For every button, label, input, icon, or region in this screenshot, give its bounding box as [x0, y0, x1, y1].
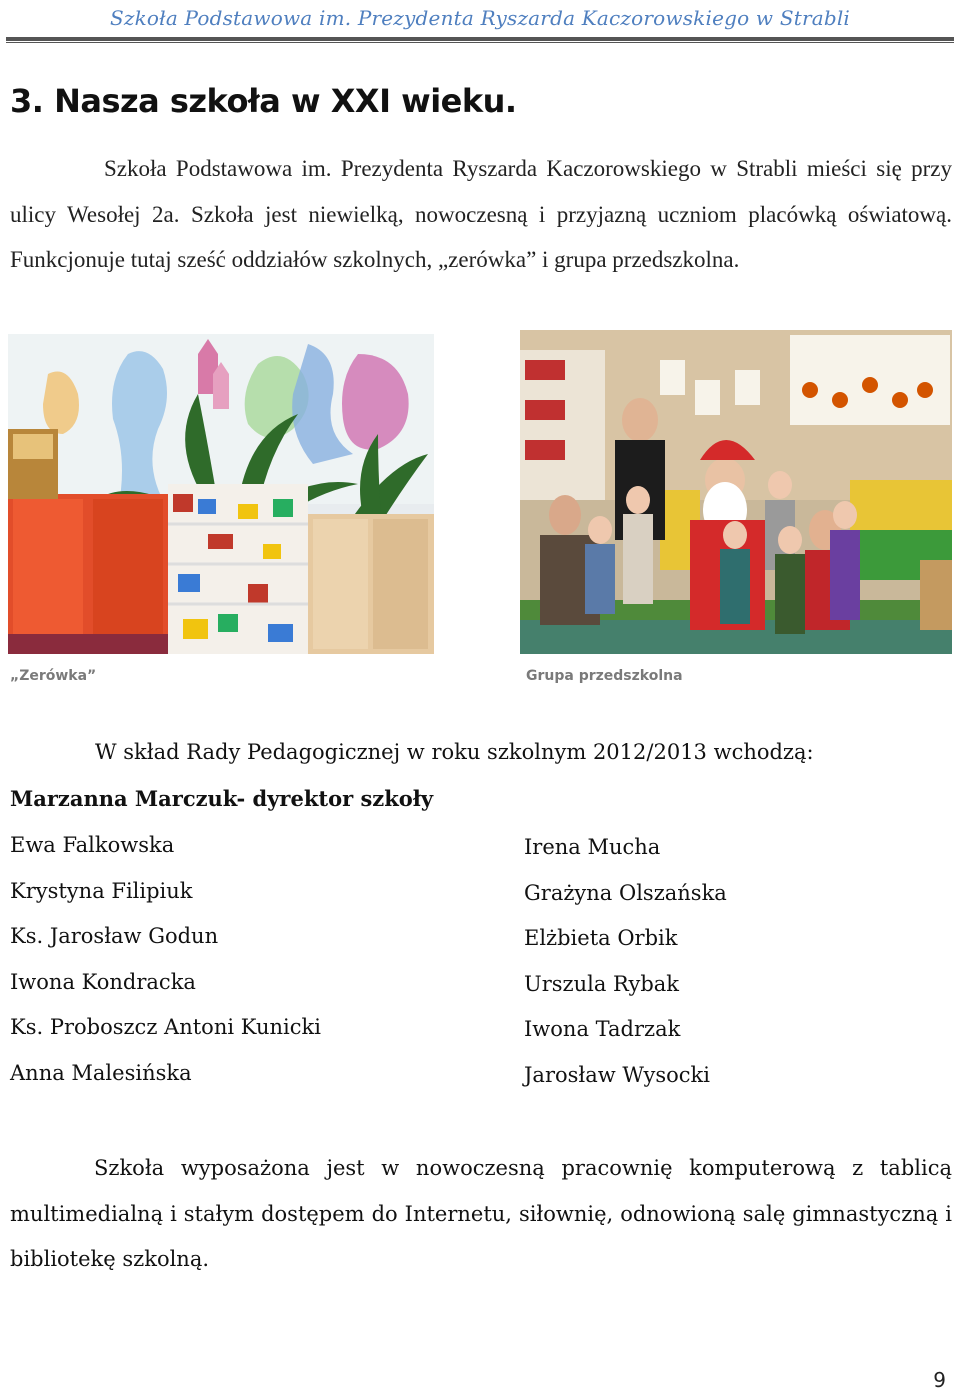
equipment-paragraph: Szkoła wyposażona jest w nowoczesną pracownię komputerową z tablicą multimedialną i stałym dostępem do Internetu, siłownię, odnowioną salę gimnastyczną i bibliotekę szkolną. [10, 1156, 952, 1271]
council-member: Iwona Tadrzak [524, 1017, 681, 1041]
header-rule [6, 37, 954, 41]
intro-paragraph: Szkoła Podstawowa im. Prezydenta Ryszarda Kaczorowskiego w Strabli mieści się przy ulicy Wesołej 2a. Szkoła jest niewielką, nowoczesną i przyjazną uczniom placówką oświatową. Funkcjonuje tutaj sześć oddziałów szkolnych, „zerówka” i grupa przedszkolna. [10, 156, 952, 272]
photo-zerowka-image [8, 334, 434, 654]
header-rule-thin [6, 42, 954, 43]
council-member: Ks. Proboszcz Antoni Kunicki [10, 1015, 321, 1039]
council-member: Anna Malesińska [10, 1060, 192, 1085]
council-member: Irena Mucha [524, 835, 661, 859]
page-header [0, 0, 960, 42]
council-member: Iwona Kondracka [10, 969, 196, 994]
page-number: 9 [933, 1368, 946, 1392]
photo-grupa-image [520, 330, 952, 654]
council-member: Krystyna Filipiuk [10, 878, 193, 903]
council-member: Ewa Falkowska [10, 833, 175, 857]
section-heading: 3. Nasza szkoła w XXI wieku. [10, 82, 517, 120]
photo-grupa-przedszkolna [520, 330, 952, 654]
council-member: Elżbieta Orbik [524, 926, 678, 950]
council-left-column [10, 830, 321, 1103]
council-member: Grażyna Olszańska [524, 880, 727, 905]
council-member: Urszula Rybak [524, 971, 680, 996]
council-member: Jarosław Wysocki [524, 1062, 710, 1087]
council-director: Marzanna Marczuk- dyrektor szkoły [10, 786, 434, 811]
council-right-column [524, 832, 727, 1105]
caption-zerowka: „Zerówka” [10, 668, 97, 684]
council-member: Ks. Jarosław Godun [10, 924, 219, 948]
caption-grupa-przedszkolna: Grupa przedszkolna [526, 668, 683, 684]
photo-zerowka [8, 334, 434, 654]
header-title: Szkoła Podstawowa im. Prezydenta Ryszarda Kaczorowskiego w Strabli [109, 6, 851, 30]
council-intro: W skład Rady Pedagogicznej w roku szkolnym 2012/2013 wchodzą: [95, 740, 814, 764]
